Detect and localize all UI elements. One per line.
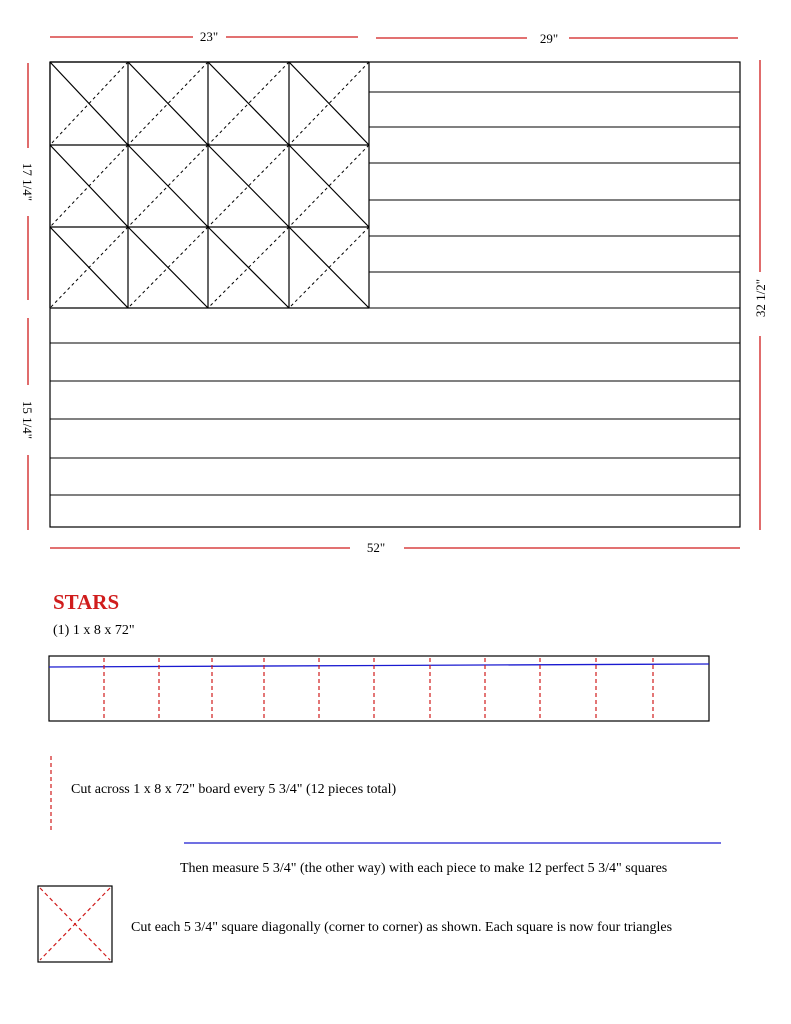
bottom-dimension-52: [50, 540, 740, 555]
dim-label-29: 29": [539, 31, 559, 46]
top-dimension-23: [50, 29, 358, 44]
flag-outline: [50, 62, 740, 527]
board-cut-lines: [104, 658, 653, 720]
dim-label-23: 23": [199, 29, 219, 44]
dim-label-15-1-4: 15 1/4": [20, 400, 35, 440]
top-dimension-29: [376, 31, 738, 46]
left-dimension-15-1-4: [20, 318, 35, 530]
canton-grid: [50, 62, 369, 308]
stars-title: STARS: [53, 590, 120, 614]
upper-stripes: [369, 92, 740, 272]
dim-label-32-1-2: 32 1/2": [753, 278, 768, 318]
dim-label-17-1-4: 17 1/4": [20, 162, 35, 202]
step-measure-squares: Then measure 5 3/4" (the other way) with each piece to make 12 perfect 5 3/4" squares: [180, 861, 668, 876]
board-spec: (1) 1 x 8 x 72": [53, 623, 135, 638]
board-measure-line: [49, 664, 709, 667]
lower-stripes: [50, 308, 740, 495]
step-cut-board: Cut across 1 x 8 x 72" board every 5 3/4" (12 pieces total): [71, 782, 397, 797]
right-dimension-32-1-2: [753, 60, 768, 530]
step-cut-diagonal: Cut each 5 3/4" square diagonally (corner to corner) as shown. Each square is now four triangles: [131, 920, 673, 935]
left-dimension-17-1-4: [20, 63, 35, 300]
diagonal-square: [38, 886, 112, 962]
dim-label-52: 52": [366, 540, 386, 555]
